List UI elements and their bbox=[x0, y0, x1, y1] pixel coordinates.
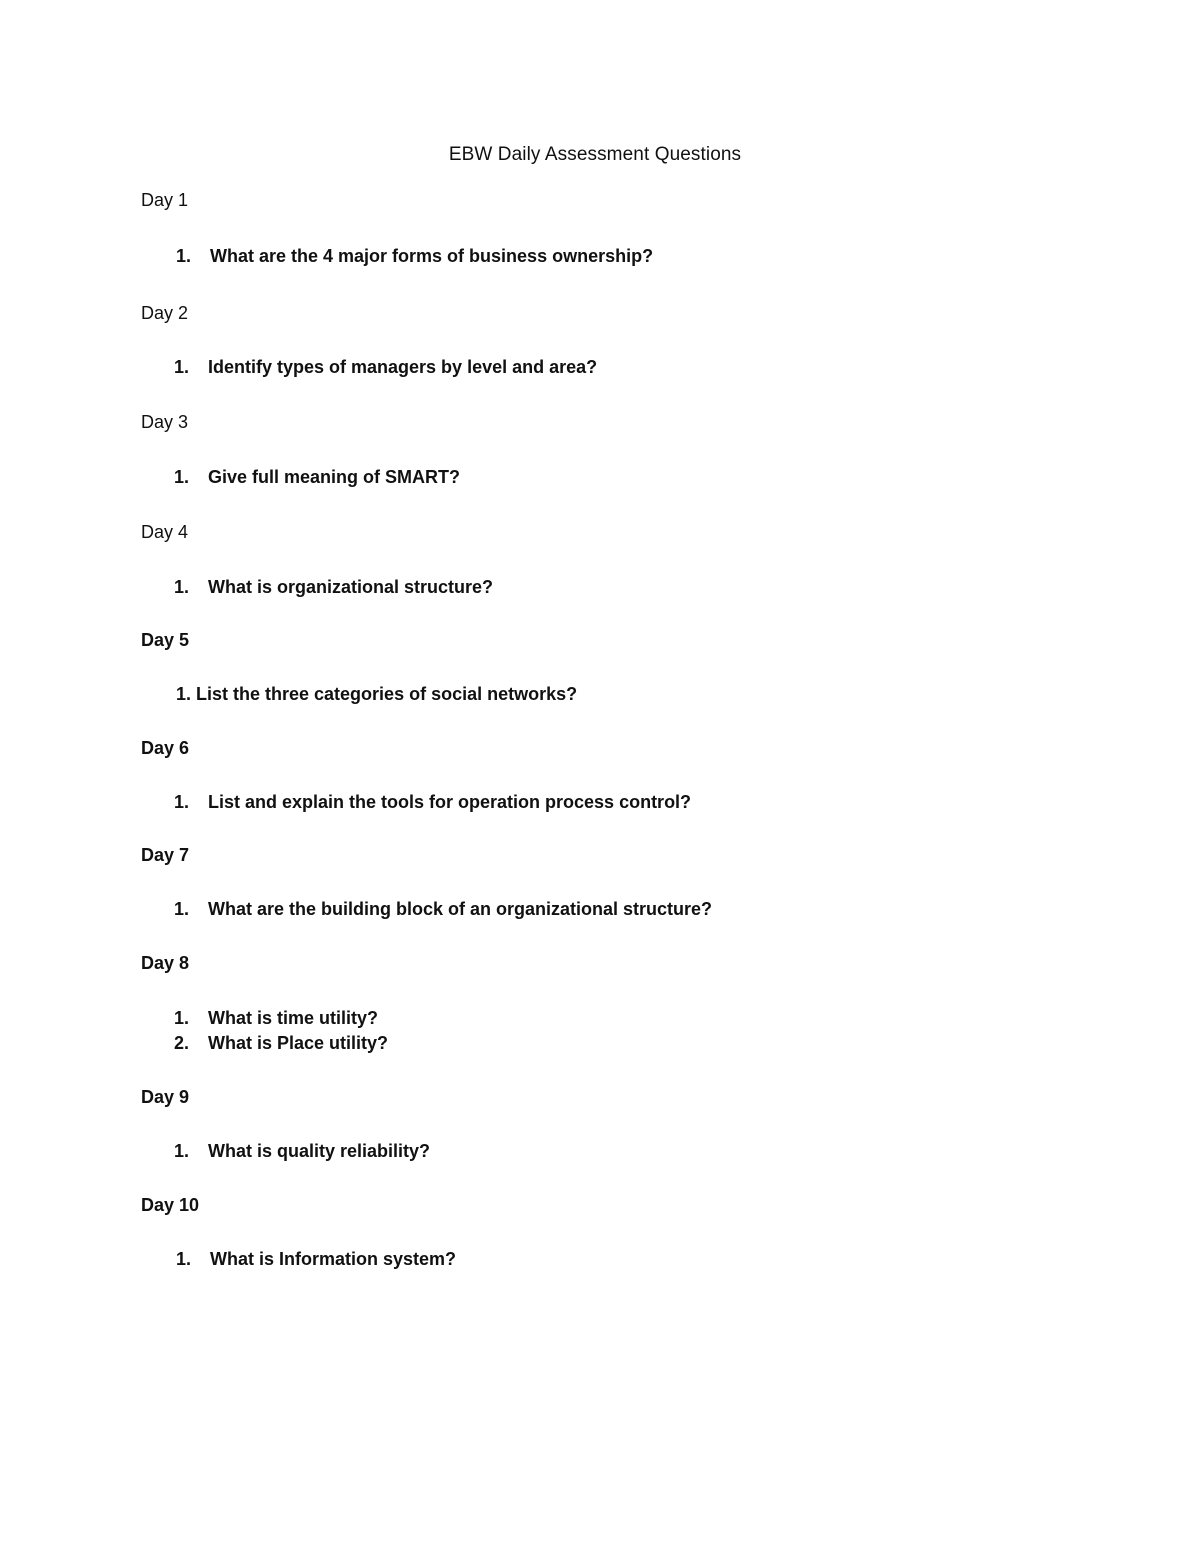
day-4-heading: Day 4 bbox=[141, 522, 189, 542]
question-number: 1. bbox=[174, 577, 190, 597]
question-text: What is Information system? bbox=[210, 1249, 457, 1269]
question-number: 1. bbox=[174, 467, 190, 487]
day-8-question-1 bbox=[174, 1008, 378, 1029]
day-7-question-1 bbox=[174, 899, 712, 920]
document-title: EBW Daily Assessment Questions bbox=[448, 144, 742, 165]
day-9-heading: Day 9 bbox=[141, 1087, 190, 1107]
question-text: List the three categories of social networks? bbox=[196, 684, 578, 704]
question-number: 1. bbox=[174, 357, 190, 377]
question-text: What is quality reliability? bbox=[208, 1141, 431, 1161]
day-1-question-1 bbox=[176, 246, 653, 267]
question-text: What are the building block of an organizational structure? bbox=[208, 899, 713, 919]
day-10-heading: Day 10 bbox=[141, 1195, 200, 1215]
day-3-heading: Day 3 bbox=[141, 412, 189, 432]
day-7-heading: Day 7 bbox=[141, 845, 190, 865]
question-text: What is organizational structure? bbox=[208, 577, 494, 597]
day-2-question-1 bbox=[174, 357, 597, 378]
question-text: Give full meaning of SMART? bbox=[208, 467, 461, 487]
day-8-heading: Day 8 bbox=[141, 953, 190, 973]
question-text: Identify types of managers by level and area? bbox=[208, 357, 598, 377]
question-number: 1. bbox=[176, 246, 192, 266]
day-6-heading: Day 6 bbox=[141, 738, 190, 758]
question-text: What are the 4 major forms of business ownership? bbox=[210, 246, 654, 266]
question-text: List and explain the tools for operation process control? bbox=[208, 792, 692, 812]
day-5-heading: Day 5 bbox=[141, 630, 190, 650]
day-5-question-1 bbox=[176, 684, 577, 705]
question-number: 1. bbox=[176, 1249, 192, 1269]
question-number: 1. bbox=[174, 792, 190, 812]
day-3-question-1 bbox=[174, 467, 460, 488]
question-text: What is time utility? bbox=[208, 1008, 379, 1028]
day-4-question-1 bbox=[174, 577, 493, 598]
day-10-question-1 bbox=[176, 1249, 456, 1270]
question-number: 1. bbox=[176, 684, 192, 704]
day-6-question-1 bbox=[174, 792, 691, 813]
question-number: 1. bbox=[174, 1141, 190, 1161]
day-9-question-1 bbox=[174, 1141, 430, 1162]
day-2-heading: Day 2 bbox=[141, 303, 189, 323]
day-1-heading: Day 1 bbox=[141, 190, 189, 210]
question-number: 2. bbox=[174, 1033, 190, 1053]
question-number: 1. bbox=[174, 899, 190, 919]
question-number: 1. bbox=[174, 1008, 190, 1028]
question-text: What is Place utility? bbox=[208, 1033, 389, 1053]
day-8-question-2 bbox=[174, 1033, 388, 1054]
